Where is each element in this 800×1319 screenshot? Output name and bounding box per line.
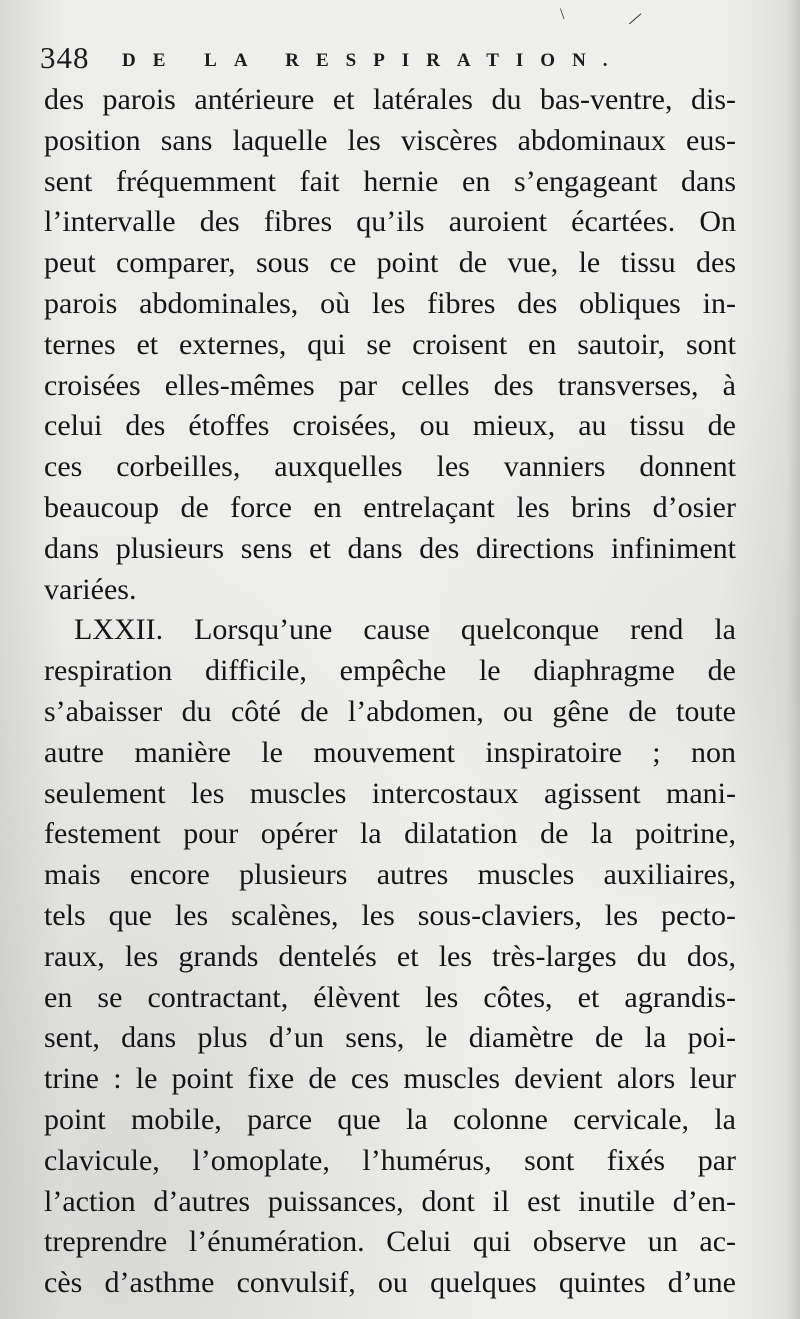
- page-header: [40, 40, 760, 80]
- paragraph-end-line: variées.: [44, 572, 137, 606]
- page-number: 348: [40, 40, 90, 75]
- text-line: des parois antérieure et latérales du bas-ventre, dis-: [44, 83, 736, 116]
- text-line: seulement les muscles intercostaux agissent mani-: [44, 776, 736, 810]
- text-line: autre manière le mouvement inspiratoire ; non: [44, 735, 736, 769]
- text-line: respiration difficile, empêche le diaphragme de: [44, 654, 736, 688]
- text-line: sent, dans plus d’un sens, le diamètre de la poi-: [44, 1021, 736, 1055]
- text-line: sent fréquemment fait hernie en s’engageant dans: [44, 164, 736, 198]
- text-line: point mobile, parce que la colonne cervicale, la: [44, 1102, 736, 1136]
- text-line: croisées elles-mêmes par celles des transverses, à: [44, 368, 736, 402]
- stray-ink-mark: /: [626, 6, 645, 31]
- text-line: parois abdominales, où les fibres des obliques in-: [44, 286, 736, 320]
- text-line: en se contractant, élèvent les côtes, et agrandis-: [44, 980, 736, 1014]
- running-head: DE LA RESPIRATION.: [122, 50, 625, 71]
- body-text: [44, 80, 736, 1304]
- text-line: ternes et externes, qui se croisent en sautoir, sont: [44, 327, 736, 361]
- text-line: peut comparer, sous ce point de vue, le tissu des: [44, 246, 736, 280]
- text-line: position sans laquelle les viscères abdominaux eus-: [44, 123, 736, 157]
- text-line: beaucoup de force en entrelaçant les brins d’osier: [44, 490, 736, 524]
- text-line: tels que les scalènes, les sous-claviers, les pecto-: [44, 898, 736, 932]
- text-line: mais encore plusieurs autres muscles auxiliaires,: [44, 858, 736, 892]
- text-line: s’abaisser du côté de l’abdomen, ou gêne de toute: [44, 694, 736, 728]
- text-line: raux, les grands dentelés et les très-larges du dos,: [44, 939, 736, 973]
- text-line: celui des étoffes croisées, ou mieux, au tissu de: [44, 409, 736, 443]
- text-line: treprendre l’énumération. Celui qui observe un ac-: [44, 1225, 736, 1259]
- text-line: dans plusieurs sens et dans des directions infiniment: [44, 531, 736, 565]
- page-edge-shadow: [786, 0, 800, 1319]
- text-line: festement pour opérer la dilatation de la poitrine,: [44, 817, 736, 851]
- text-line: ces corbeilles, auxquelles les vanniers donnent: [44, 450, 736, 484]
- text-line: trine : le point fixe de ces muscles devient alors leur: [44, 1062, 736, 1096]
- stray-ink-mark: \: [560, 6, 565, 23]
- text-line: l’action d’autres puissances, dont il est inutile d’en-: [44, 1184, 736, 1218]
- text-line: clavicule, l’omoplate, l’humérus, sont fixés par: [44, 1143, 736, 1177]
- text-line: l’intervalle des fibres qu’ils auroient écartées. On: [44, 205, 736, 239]
- text-line: cès d’asthme convulsif, ou quelques quintes d’une: [44, 1266, 736, 1300]
- section-start-line: LXXII. Lorsqu’une cause quelconque rend la: [74, 613, 736, 647]
